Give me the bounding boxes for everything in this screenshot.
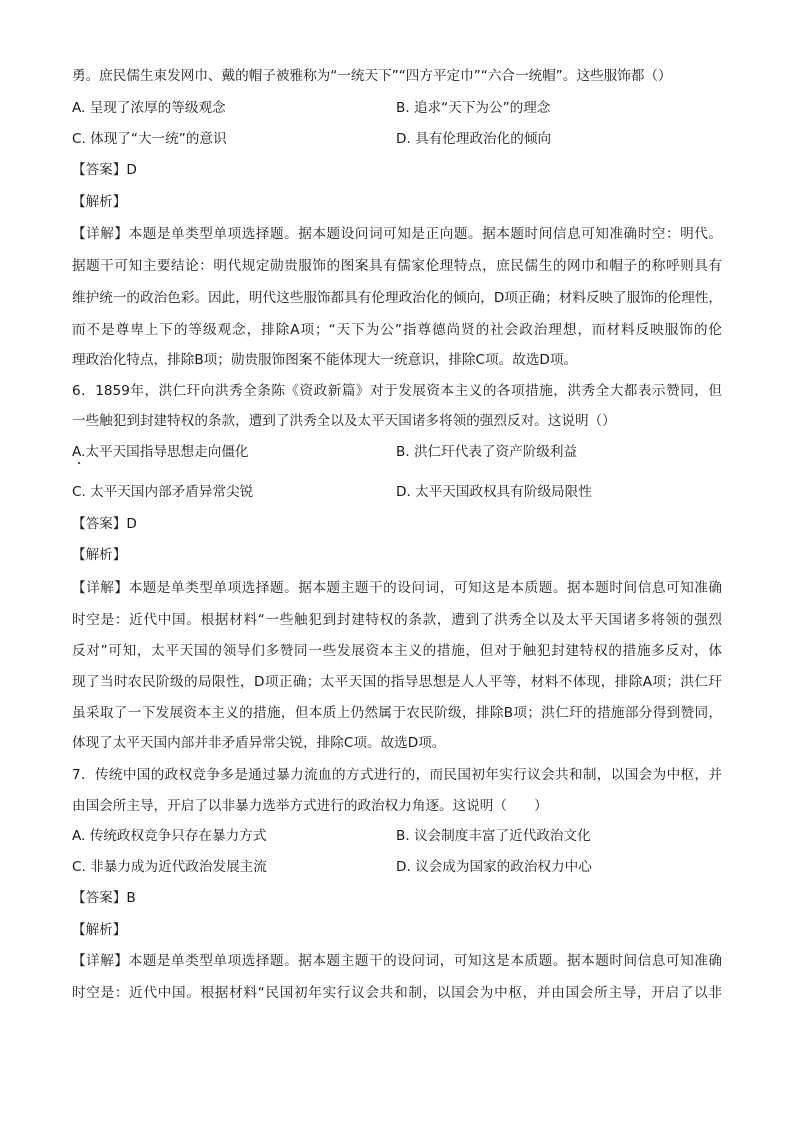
q5-option-b: B. 追求“天下为公”的理念 xyxy=(396,100,551,116)
q7-option-b: B. 议会制度丰富了近代政治文化 xyxy=(396,828,591,844)
q5-option-c: C. 体现了“大一统”的意识 xyxy=(72,131,227,147)
question-6-stem: 6．1859年，洪仁玕向洪秀全条陈《资政新篇》对于发展资本主义的各项措施，洪秀全大都表示赞同，但 xyxy=(72,383,722,399)
q5-detail-line: 据题干可知主要结论：明代规定勋贵服饰的图案具有儒家伦理特点，庶民儒生的网巾和帽子的称呼则具有 xyxy=(72,258,722,274)
q6-option-d: D. 太平天国政权具有阶级局限性 xyxy=(396,484,592,500)
q6-detail-line: 虽采取了一下发展资本主义的措施，但本质上仍然属于农民阶级，排除B项；洪仁玕的措施部分得到赞同， xyxy=(72,705,722,721)
stray-mark xyxy=(78,462,80,464)
question-6-stem: 一些触犯到封建特权的条款，遭到了洪秀全以及太平天国诸多将领的强烈反对。这说明（） xyxy=(72,413,616,429)
q5-detail-line: 【详解】本题是单类型单项选择题。据本题设问词可知是正向题。据本题时间信息可知准确时空：明代。 xyxy=(72,226,722,242)
q5-detail-line: 理政治化特点，排除B项；勋贵服饰图案不能体现大一统意识，排除C项。故选D项。 xyxy=(72,352,578,368)
q7-option-a: A. 传统政权竞争只存在暴力方式 xyxy=(72,828,267,844)
q7-detail-line: 【详解】本题是单类型单项选择题。据本题主题干的设问词，可知这是本质题。据本题时间信息可知准确 xyxy=(72,953,722,969)
q7-option-d: D. 议会成为国家的政治权力中心 xyxy=(396,859,592,875)
q6-detail-line: 【详解】本题是单类型单项选择题。据本题主题干的设问词，可知这是本质题。据本题时间信息可知准确 xyxy=(72,580,722,596)
q6-option-b: B. 洪仁玕代表了资产阶级利益 xyxy=(396,444,578,460)
q7-analysis-heading: 【解析】 xyxy=(72,922,127,938)
q6-option-c: C. 太平天国内部矛盾异常尖锐 xyxy=(72,484,254,500)
q6-detail-line: 时空是：近代中国。根据材料“一些触犯到封建特权的条款，遭到了洪秀全以及太平天国诸多将领的强烈 xyxy=(72,612,722,628)
q5-option-a: A. 呈现了浓厚的等级观念 xyxy=(72,100,226,116)
q6-option-a: A.太平天国指导思想走向僵化 xyxy=(72,444,249,460)
q7-detail-line: 时空是：近代中国。根据材料“民国初年实行议会共和制，以国会为中枢，并由国会所主导，开启了以非 xyxy=(72,985,722,1001)
question-5-stem-tail: 勇。庶民儒生束发网巾、戴的帽子被雅称为“一统天下”“四方平定巾”“六合一统帽”。这些服饰都（） xyxy=(72,68,672,84)
q6-detail-line: 体现了太平天国内部并非矛盾异常尖锐，排除C项。故选D项。 xyxy=(72,735,446,751)
q5-analysis-heading: 【解析】 xyxy=(72,194,127,210)
q5-detail-line: 维护统一的政治色彩。因此，明代这些服饰都具有伦理政治化的倾向，D项正确；材料反映了服饰的伦理性， xyxy=(72,290,722,306)
q5-option-d: D. 具有伦理政治化的倾向 xyxy=(396,131,552,147)
q6-analysis-heading: 【解析】 xyxy=(72,547,127,563)
q7-option-c: C. 非暴力成为近代政治发展主流 xyxy=(72,859,267,875)
q6-detail-line: 现了当时农民阶级的局限性，D项正确；太平天国的指导思想是人人平等，材料不体现，排除A项；洪仁玕 xyxy=(72,674,722,690)
q5-detail-line: 而不是尊卑上下的等级观念，排除A项；“天下为公”指尊德尚贤的社会政治理想，而材料反映服饰的伦 xyxy=(72,322,722,338)
question-7-stem: 由国会所主导，开启了以非暴力选举方式进行的政治权力角逐。这说明（ ） xyxy=(72,798,548,814)
q6-answer: 【答案】D xyxy=(72,516,137,532)
q5-answer: 【答案】D xyxy=(72,162,137,178)
q7-answer: 【答案】B xyxy=(72,890,136,906)
q6-detail-line: 反对”可知，太平天国的领导们多赞同一些发展资本主义的措施，但对于触犯封建特权的措施多反对，体 xyxy=(72,643,722,659)
question-7-stem: 7．传统中国的政权竞争多是通过暴力流血的方式进行的，而民国初年实行议会共和制，以国会为中枢，并 xyxy=(72,767,722,783)
